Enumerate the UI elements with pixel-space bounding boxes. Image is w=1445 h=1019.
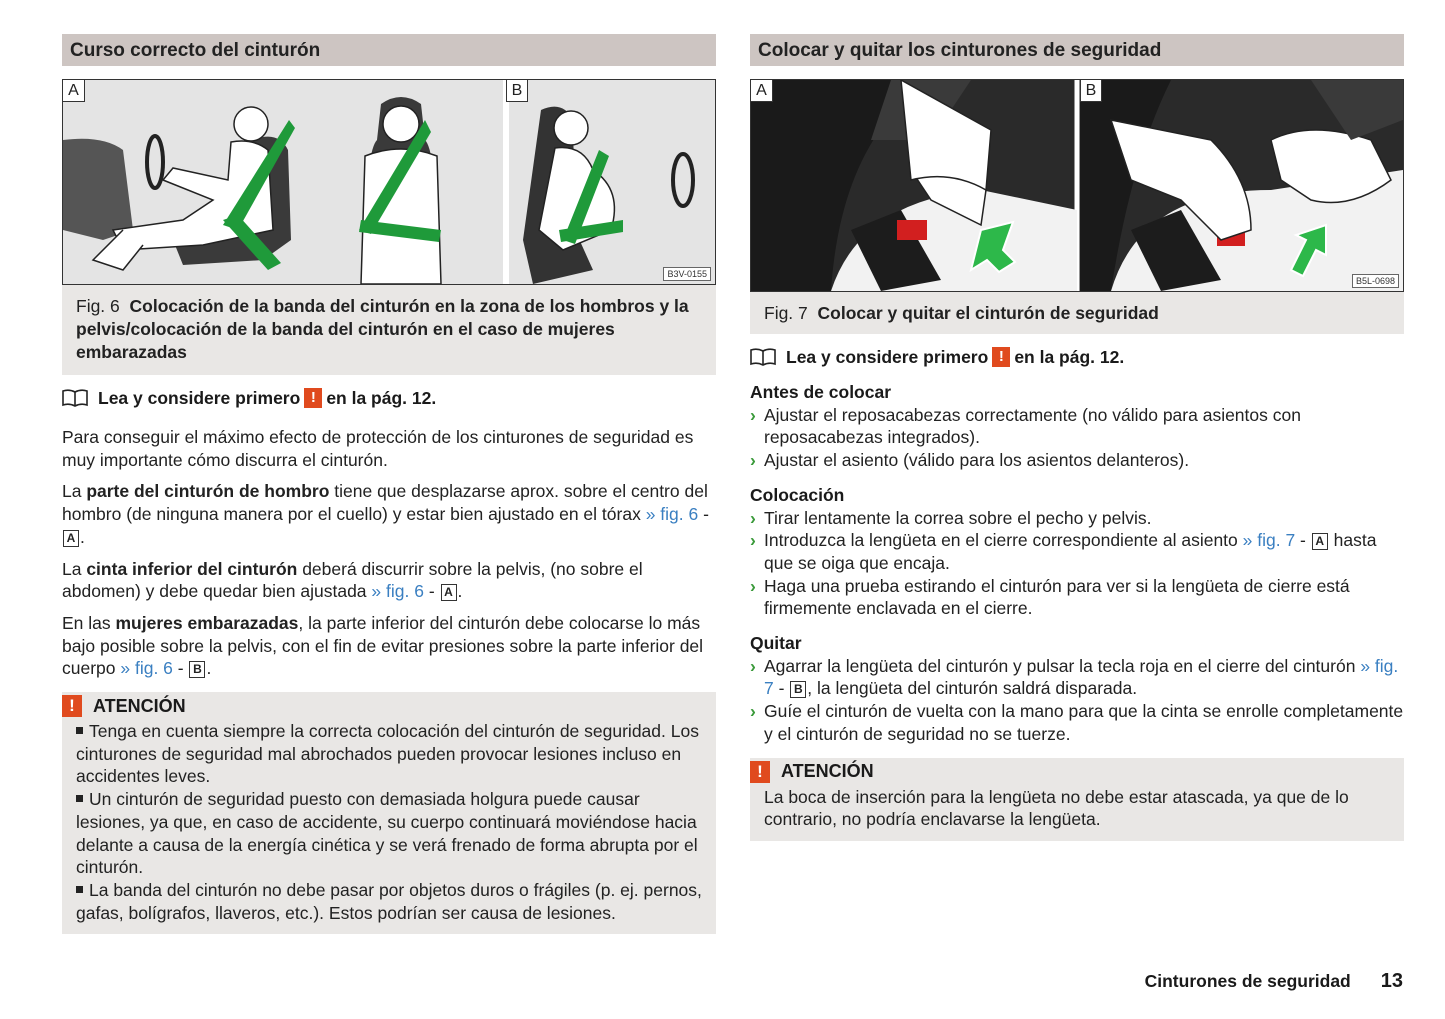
warning-icon: ! bbox=[750, 761, 770, 783]
subheading-remove: Quitar bbox=[750, 633, 802, 654]
warning-item: Tenga en cuenta siempre la correcta colocación del cinturón de seguridad. Los cinturones de seguridad mal abrochados pueden provocar lesiones incluso en accidentes leves. bbox=[76, 721, 699, 787]
warning-title: ATENCIÓN bbox=[781, 761, 874, 782]
panel-label-b: B bbox=[506, 80, 528, 102]
chevron-right-icon: › bbox=[750, 450, 756, 471]
warning-box-right bbox=[750, 758, 1404, 841]
xref-fig-7[interactable]: » fig. 7 bbox=[764, 655, 1399, 699]
chevron-right-icon: › bbox=[750, 530, 756, 551]
chevron-right-icon: › bbox=[750, 575, 756, 596]
section-title-fasten-unfasten: Colocar y quitar los cinturones de seguridad bbox=[750, 34, 1404, 66]
bullet-square-icon bbox=[76, 727, 83, 734]
bullet-square-icon bbox=[76, 795, 83, 802]
read-first-note bbox=[62, 386, 716, 410]
paragraph-4: En las mujeres embarazadas, la parte inferior del cinturón debe colocarse lo más bajo posible sobre la pelvis, con el fin de evitar presiones sobre la parte inferior del cuerpo » fig. 6 - B . bbox=[62, 612, 704, 679]
warning-item: La banda del cinturón no debe pasar por objetos duros o frágiles (p. ej. pernos, gafas, bolígrafos, llaveros, etc.). Estos podrían ser causa de lesiones. bbox=[76, 879, 702, 923]
warning-mark-icon: ! bbox=[992, 347, 1010, 367]
figure-6-caption bbox=[62, 285, 716, 375]
right-body bbox=[750, 381, 1404, 746]
caption-text: Colocación de la banda del cinturón en la zona de los hombros y la pelvis/colocación de la banda del cinturón en el caso de mujeres embarazadas bbox=[76, 296, 689, 362]
paragraph-3: La cinta inferior del cinturón deberá discurrir sobre la pelvis, (no sobre el abdomen) y debe quedar bien ajustada » fig. 6 - A . bbox=[62, 558, 643, 602]
panel-label-a: A bbox=[751, 80, 773, 102]
chevron-right-icon: › bbox=[750, 507, 756, 528]
figure-6-illustration bbox=[63, 80, 715, 284]
warning-header bbox=[62, 692, 702, 720]
book-icon bbox=[62, 389, 88, 407]
ref-letter-a: A bbox=[63, 530, 79, 547]
xref-fig-6[interactable]: » fig. 6 bbox=[645, 504, 699, 525]
subheading-before: Antes de colocar bbox=[750, 382, 892, 402]
page-number: 13 bbox=[1380, 970, 1403, 992]
figure-6 bbox=[62, 79, 716, 285]
panel-label-b: B bbox=[1080, 80, 1102, 102]
warning-title: ATENCIÓN bbox=[93, 695, 186, 716]
warning-text: La boca de inserción para la lengüeta no debe estar atascada, ya que de lo contrario, no podría enclavarse la lengüeta. bbox=[764, 786, 1349, 830]
read-first-text: Lea y considere primero bbox=[786, 346, 989, 367]
list-item: › Agarrar la lengüeta del cinturón y pulsar la tecla roja en el cierre del cinturón » fig. 7 - B , la lengüeta del cinturón saldrá disparada. bbox=[750, 655, 1399, 699]
list-item: › Guíe el cinturón de vuelta con la mano para que la cinta se enrolle completamente y el cinturón de seguridad no se tuerze. bbox=[750, 701, 1404, 744]
list-item: › Haga una prueba estirando el cinturón para ver si la lengüeta de cierre está firmemente enclavada en el cierre. bbox=[750, 575, 1350, 619]
ref-letter-a: A bbox=[441, 584, 457, 601]
left-column bbox=[62, 34, 716, 934]
subheading-placement: Colocación bbox=[750, 484, 845, 505]
figure-7 bbox=[750, 79, 1404, 292]
read-first-page-link[interactable]: en la pág. 12. bbox=[1014, 346, 1125, 367]
figure-7-caption bbox=[750, 292, 1404, 334]
figure-7-illustration bbox=[751, 80, 1403, 291]
xref-fig-7[interactable]: » fig. 7 bbox=[1242, 530, 1296, 551]
chevron-right-icon: › bbox=[750, 701, 756, 722]
section-title-belt-routing: Curso correcto del cinturón bbox=[62, 34, 716, 66]
warning-mark-icon: ! bbox=[304, 388, 322, 408]
page-footer bbox=[1145, 970, 1403, 993]
caption-prefix: Fig. 6 bbox=[76, 296, 120, 316]
left-body bbox=[62, 426, 716, 680]
footer-chapter-title: Cinturones de seguridad bbox=[1144, 971, 1351, 991]
read-first-text: Lea y considere primero bbox=[98, 387, 301, 408]
ref-letter-b: B bbox=[189, 661, 205, 678]
chevron-right-icon: › bbox=[750, 404, 756, 425]
panel-label-a: A bbox=[63, 80, 85, 102]
xref-fig-6[interactable]: » fig. 6 bbox=[371, 581, 424, 602]
read-first-page-link[interactable]: en la pág. 12. bbox=[326, 387, 437, 408]
ref-letter-a: A bbox=[1312, 533, 1328, 550]
warning-item: Un cinturón de seguridad puesto con demasiada holgura puede causar lesiones, ya que, en caso de accidente, su cuerpo continuará moviéndose hacia delante a causa de la energía cinética y se verá frenado de forma abrupta por el cinturón. bbox=[76, 789, 698, 878]
list-item: › Ajustar el asiento (válido para los asientos delanteros). bbox=[750, 450, 1190, 471]
list-item: › Ajustar el reposacabezas correctamente (no válido para asientos con reposacabezas integrados). bbox=[750, 404, 1301, 448]
list-item: › Introduzca la lengüeta en el cierre correspondiente al asiento » fig. 7 - A hasta que se oiga que encaja. bbox=[750, 530, 1377, 573]
figure-code: B5L-0698 bbox=[1352, 274, 1399, 288]
warning-icon: ! bbox=[62, 695, 82, 717]
chevron-right-icon: › bbox=[750, 655, 756, 676]
list-item: › Tirar lentamente la correa sobre el pecho y pelvis. bbox=[750, 507, 1152, 528]
warning-header bbox=[750, 758, 1390, 786]
read-first-note bbox=[750, 345, 1404, 369]
paragraph-1: Para conseguir el máximo efecto de protección de los cinturones de seguridad es muy importante cómo discurra el cinturón. bbox=[62, 427, 694, 470]
xref-fig-6[interactable]: » fig. 6 bbox=[120, 658, 173, 679]
caption-text: Colocar y quitar el cinturón de seguridad bbox=[817, 303, 1159, 323]
caption-prefix: Fig. 7 bbox=[764, 303, 808, 323]
book-icon bbox=[750, 348, 776, 366]
bullet-square-icon bbox=[76, 886, 83, 893]
warning-box-left bbox=[62, 692, 716, 934]
figure-code: B3V-0155 bbox=[663, 267, 711, 281]
ref-letter-b: B bbox=[790, 681, 806, 698]
right-column bbox=[750, 34, 1404, 841]
paragraph-2: La parte del cinturón de hombro tiene que desplazarse aprox. sobre el centro del hombro (de ninguna manera por el cuello) y estar bien ajustado en el tórax » fig. 6 - A . bbox=[62, 481, 709, 547]
